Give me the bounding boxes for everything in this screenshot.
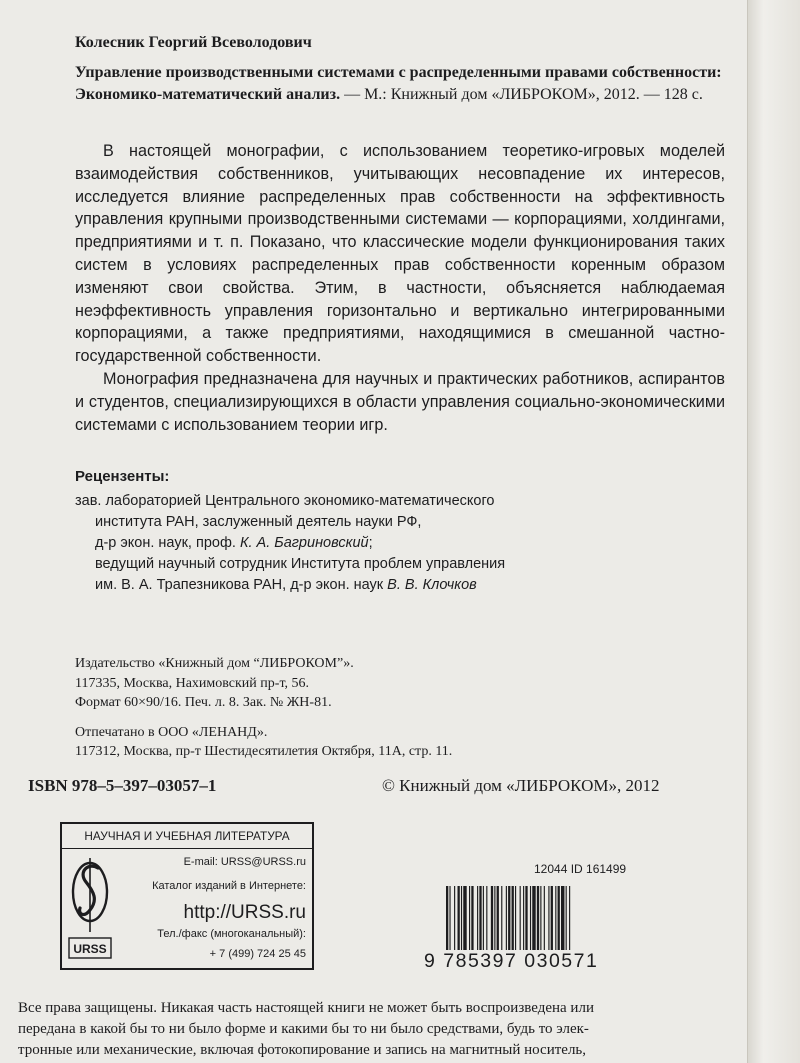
barcode-icon	[444, 886, 656, 950]
urss-phone-label: Тел./факс (многоканальный):	[157, 928, 306, 940]
barcode-bar	[555, 886, 556, 950]
copyright-notice	[18, 998, 718, 1061]
reviewer-1-line-2: института РАН, заслуженный деятель науки РФ,	[95, 514, 422, 530]
page-edge	[747, 0, 800, 1063]
reviewers-list	[75, 491, 715, 596]
reviewer-2-line-1: ведущий научный сотрудник Института проблем управления	[95, 556, 506, 572]
barcode-bar	[486, 886, 487, 950]
reviewer-1-degree: д-р экон. наук, проф.	[95, 535, 240, 551]
barcode-bar	[477, 886, 478, 950]
barcode-bar	[540, 886, 541, 950]
author-name: Колесник Георгий Всеволодович	[75, 34, 312, 51]
barcode-number: 9 785397 030571	[424, 950, 599, 972]
barcode-bar	[512, 886, 514, 950]
copyright: © Книжный дом «ЛИБРОКОМ», 2012	[382, 776, 660, 795]
print-format: Формат 60×90/16. Печ. л. 8. Зак. № ЖН-81.	[75, 695, 332, 710]
reviewer-1-line-1: зав. лабораторией Центрального экономико-математического	[75, 493, 495, 509]
reviewers-heading: Рецензенты:	[75, 468, 170, 485]
book-title	[75, 62, 725, 106]
reviewer-1-end: ;	[368, 535, 373, 551]
barcode-bar	[551, 886, 553, 950]
barcode-bar	[506, 886, 507, 950]
abstract-paragraph-2: Монография предназначена для научных и практических работников, аспирантов и студентов, специализирующихся в области управления социально-экономическими системами с использованием теории игр.	[75, 369, 725, 434]
urss-logo-icon	[68, 854, 112, 962]
barcode-bar	[461, 886, 462, 950]
barcode-id: 12044 ID 161499	[534, 862, 627, 876]
reviewer-2-name: В. В. Клочков	[387, 577, 477, 593]
barcode-bar	[548, 886, 549, 950]
rights-line-3: тронные или механические, включая фотокопирование и запись на магнитный носитель,	[18, 1042, 587, 1058]
barcode-bar	[446, 886, 448, 950]
barcode-bar	[569, 886, 570, 950]
urss-email: E-mail: URSS@URSS.ru	[183, 856, 306, 868]
barcode-bar	[520, 886, 521, 950]
barcode-bar	[479, 886, 481, 950]
book-title-imprint: — М.: Книжный дом «ЛИБРОКОМ», 2012. — 128 с.	[340, 86, 703, 103]
barcode-bar	[491, 886, 493, 950]
barcode-bar	[532, 886, 535, 950]
barcode-bar	[497, 886, 499, 950]
book-title-main: Управление производственными системами с распределенными правами собственности: Экономико-математический анализ.	[75, 64, 722, 103]
barcode-bar	[566, 886, 567, 950]
barcode-bar	[544, 886, 545, 950]
reviewer-1-line-3	[75, 533, 715, 554]
barcode-bar	[458, 886, 460, 950]
rights-line-2: передана в какой бы то ни было форме и какими бы то ни было средствами, будь то элек-	[18, 1021, 589, 1037]
urss-phone: + 7 (499) 724 25 45	[209, 948, 306, 960]
barcode-bar	[558, 886, 560, 950]
urss-catalog: Каталог изданий в Интернете:	[152, 880, 306, 892]
printer-name: Отпечатано в ООО «ЛЕНАНД».	[75, 724, 268, 740]
barcode-bar	[508, 886, 510, 950]
rights-line-1: Все права защищены. Никакая часть настоящей книги не может быть воспроизведена или	[18, 1000, 594, 1016]
publisher-name: Издательство «Книжный дом “ЛИБРОКОМ”».	[75, 656, 354, 671]
barcode-bar	[471, 886, 473, 950]
abstract-paragraph-1: В настоящей монографии, с использованием теоретико-игровых моделей взаимодействия собственников, учитывающих несовпадение их интересов, исследуется влияние распределенных прав собственности на эффективность управления крупными производственными системами — корпорациями, холдингами, предприятиями и т. п. Показано, что классические модели функционирования таких систем в условиях распределенных прав собственности коренным образом изменяют свои свойства. Этим, в частности, объясняется наблюдаемая неэффективность управления горизонтально и вертикально интегрированными корпорациями, а также предприятиями, находящимися в смешанной частно-государственной собственности.	[75, 142, 725, 366]
urss-info-box	[60, 822, 314, 970]
barcode-bar	[494, 886, 495, 950]
barcode-bar	[469, 886, 470, 950]
urss-url: http://URSS.ru	[183, 902, 306, 923]
barcode-bar	[501, 886, 502, 950]
barcode-bar	[525, 886, 527, 950]
imprint-block	[75, 654, 715, 762]
reviewer-1-name: К. А. Багриновский	[239, 535, 369, 551]
urss-header: НАУЧНАЯ И УЧЕБНАЯ ЛИТЕРАТУРА	[62, 824, 312, 849]
abstract	[75, 140, 725, 436]
printer-address: 117312, Москва, пр-т Шестидесятилетия Октября, 11А, стр. 11.	[75, 744, 453, 759]
barcode-bar	[515, 886, 516, 950]
barcode-bar	[537, 886, 539, 950]
publisher-address: 117335, Москва, Нахимовский пр-т, 56.	[75, 675, 310, 691]
barcode-bar	[449, 886, 450, 950]
barcode-bar	[454, 886, 455, 950]
isbn: ISBN 978–5–397–03057–1	[28, 776, 217, 795]
reviewer-2-line-2	[75, 575, 715, 596]
barcode-bar	[561, 886, 564, 950]
urss-logo-text: URSS	[73, 942, 107, 956]
barcode-bar	[463, 886, 466, 950]
reviewer-2-degree: им. В. А. Трапезникова РАН, д-р экон. наук	[95, 577, 388, 593]
barcode-bar	[530, 886, 531, 950]
barcode-bar	[523, 886, 524, 950]
barcode-bar	[483, 886, 484, 950]
